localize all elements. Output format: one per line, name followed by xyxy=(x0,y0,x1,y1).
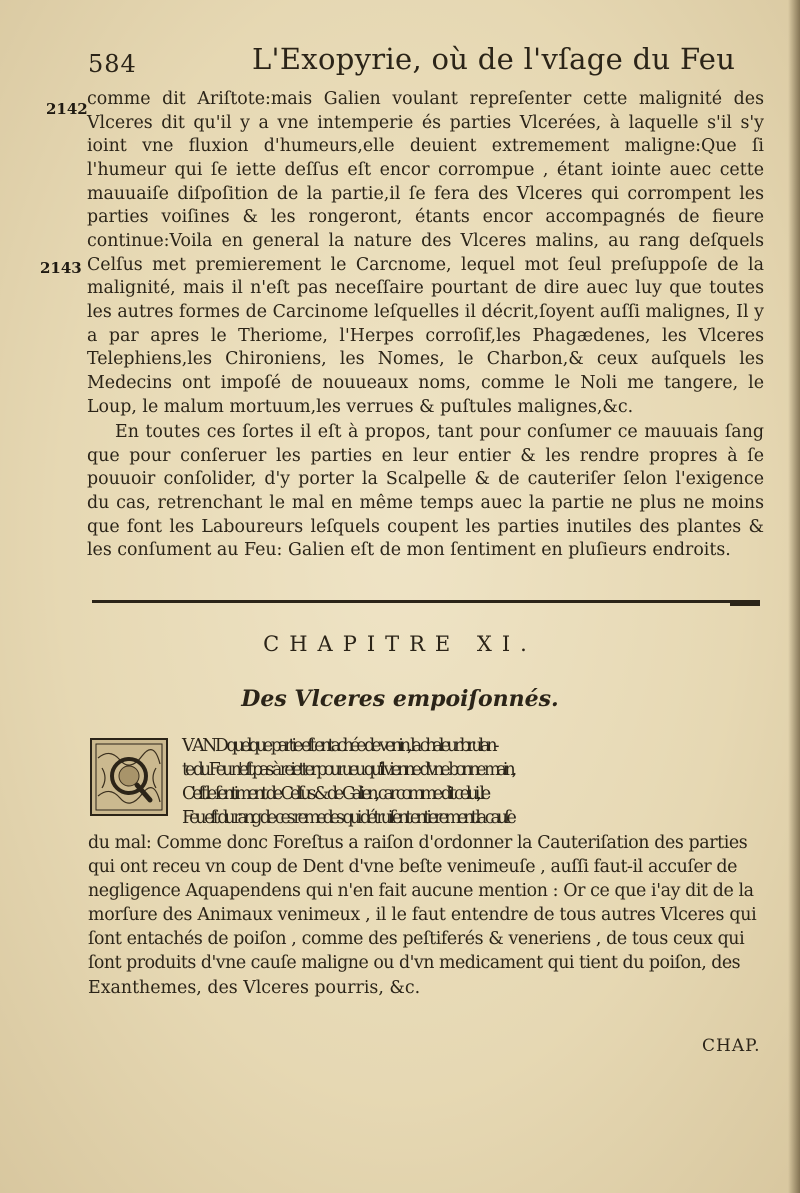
paragraph-1 xyxy=(87,88,764,419)
chapter-line-11: Exanthemes, des Vlceres pourris, &c. xyxy=(88,977,421,998)
chapter-line-6: qui ont receu vn coup de Dent d'vne beſte venimeuſe , auſſi faut-il accuſer de xyxy=(88,856,737,877)
chapter-line-1: V A N D quelque partie eſt entachée de venin, la chaleur brulan- xyxy=(182,736,496,756)
chapter-line-2: te du Feu n'eſt pas à reietter pourueu qu'il vienne d'vne bonne main, xyxy=(182,760,514,781)
chapter-line-3: C'eſt le ſentiment de Celſus & de Galien, car comme dit celui, le xyxy=(182,784,488,805)
paragraph-1-text: comme dit Ariſtote:mais Galien voulant repreſenter cette malignité des Vlceres dit qu'il y a vne intemperie és parties Vlcerées, à laquelle s'il s'y ioint vne fluxion d'humeurs,elle deuient extremement maligne:Que ſi l'humeur qui ſe iette deſſus eſt encor corrompue , étant iointe auec cette mauuaiſe diſpoſition de la partie,il ſe fera des Vlceres qui corrompent les parties voiſines & les rongeront, étants encor accompagnés de fieure continue:Voila en general la nature des Vlceres malins, au rang deſquels Celſus met premierement le Carcnome, lequel mot ſeul preſuppoſe de la malignité, mais il n'eſt pas neceſſaire pourtant de dire auec luy que toutes les autres formes de Carcinome leſquelles il décrit,ſoyent auſſi malignes, Il y a par apres le Theriome, l'Herpes corroſif,les Phagædenes, les Vlceres Telephiens,les Chironiens, les Nomes, le Charbon,& ceux auſquels les Medecins ont impoſé de nouueaux noms, comme le Noli me tangere, le Loup, le malum mortuum,les verrues & puſtules malignes,&c. xyxy=(87,89,764,417)
chapter-subtitle: Des Vlceres empoiſonnés. xyxy=(241,686,559,712)
running-head: L'Exopyrie, où de l'vſage du Feu xyxy=(252,42,736,76)
page-header xyxy=(80,42,760,82)
chapter-body xyxy=(88,734,764,1000)
chapter-line-8: morſure des Animaux venimeux , il le faut entendre de tous autres Vlceres qui xyxy=(88,905,757,926)
chapter-line-7: negligence Aquapendens qui n'en fait aucune mention : Or ce que i'ay dit de la xyxy=(88,880,754,901)
paragraph-2 xyxy=(87,421,764,563)
chapter-line-9: ſont entachés de poiſon , comme des peſtiferés & veneriens , de tous ceux qui xyxy=(88,929,745,950)
section-divider-rule xyxy=(92,600,760,603)
catchword: CHAP. xyxy=(702,1036,761,1056)
page-number: 584 xyxy=(88,50,137,78)
page-edge-shadow xyxy=(788,0,800,1193)
margin-note-2142: 2142 xyxy=(46,100,88,118)
chapter-line-10: ſont produits d'vne cauſe maligne ou d'vn medicament qui tient du poiſon, des xyxy=(88,953,741,974)
chapter-line-4: Feu eſt du rang de ces remedes qui détruiſent entierement la cauſe xyxy=(182,808,513,829)
paragraph-2-text: En toutes ces ſortes il eſt à propos, tant pour conſumer ce mauuais ſang que pour conſeruer les parties en leur entier & les rendre propres à ſe pouuoir conſolider, d'y porter la Scalpelle & de cauteriſer ſelon l'exigence du cas, retrenchant le mal en même temps auec la partie ne plus ne moins que font les Laboureurs leſquels coupent les parties inutiles des plantes & les conſument au Feu: Galien eſt de mon ſentiment en pluſieurs endroits. xyxy=(87,422,764,561)
section-divider-ornament xyxy=(730,595,760,606)
chapter-heading: CHAPITRE XI. xyxy=(263,632,537,656)
margin-note-2143: 2143 xyxy=(40,259,82,277)
chapter-line-5: du mal: Comme donc Foreſtus a raiſon d'ordonner la Cauteriſation des parties xyxy=(88,832,748,853)
